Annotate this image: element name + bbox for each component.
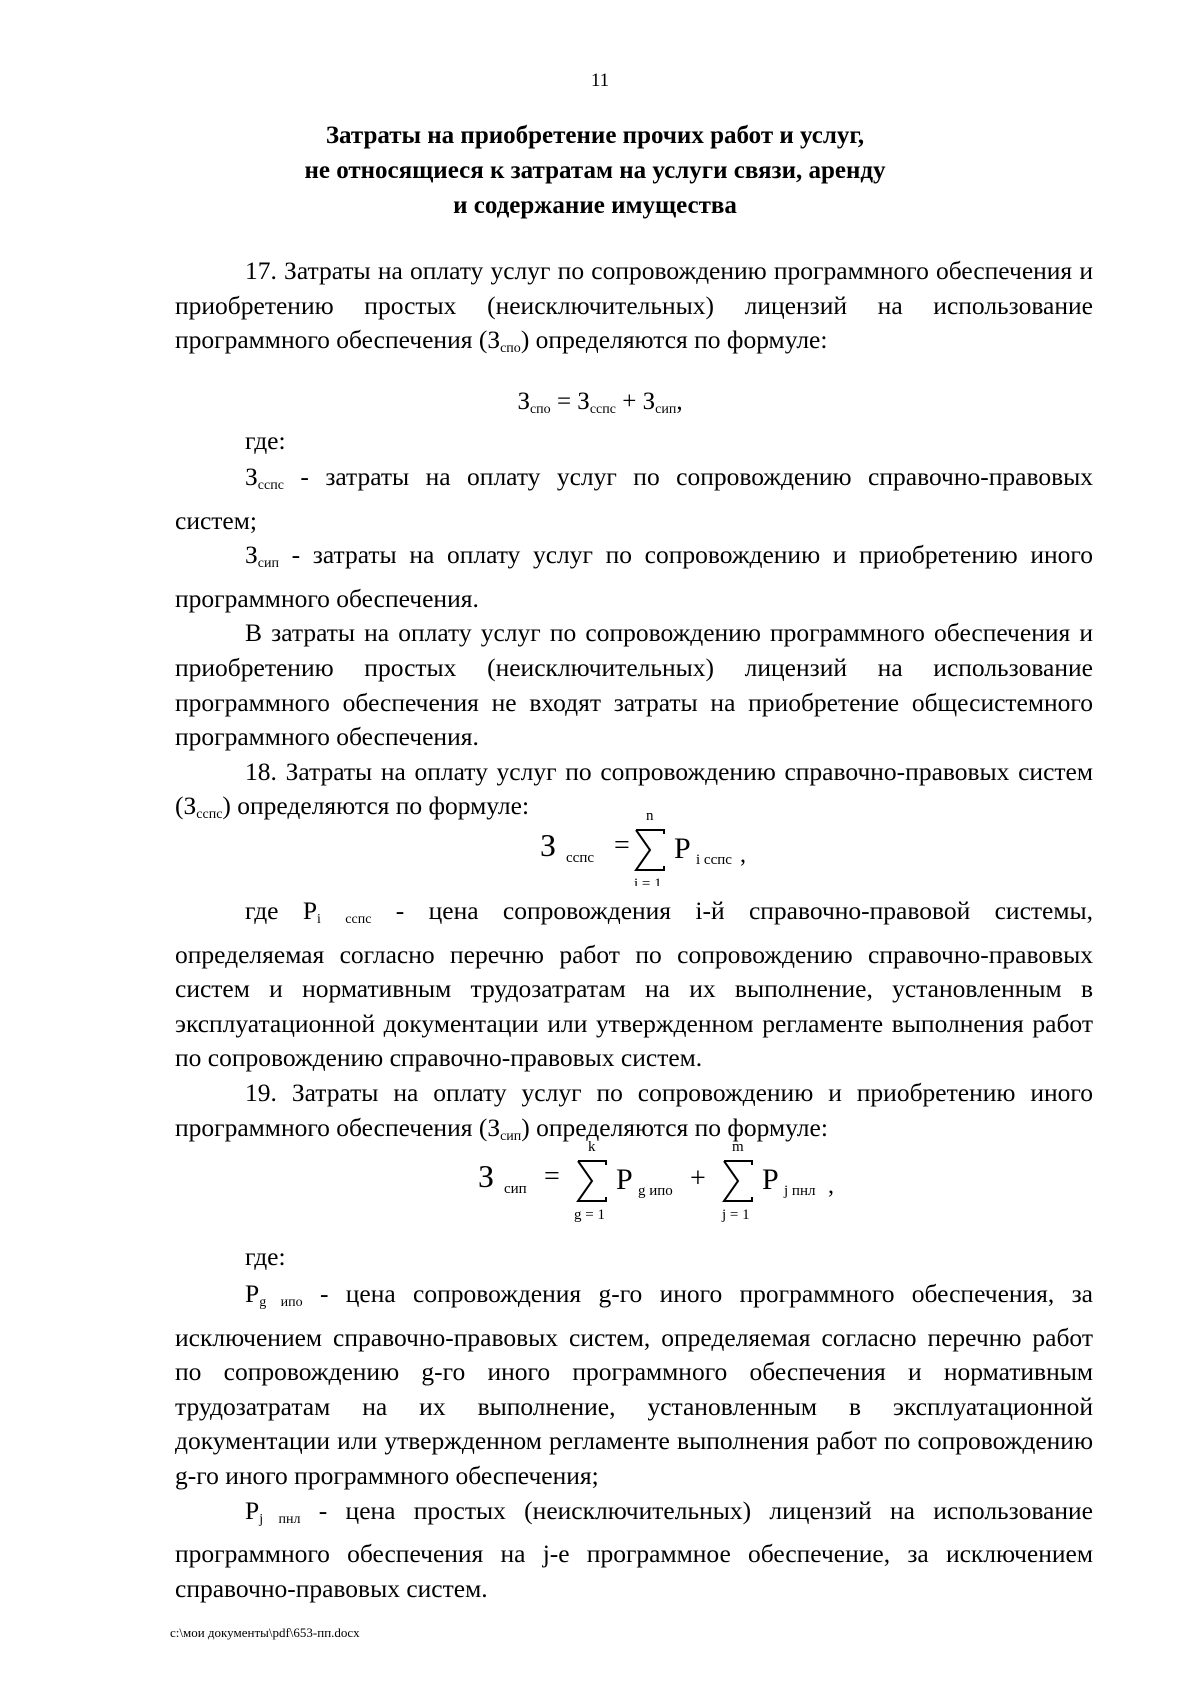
- def-sspc-text: - затраты на оплату услуг по сопровождению справочно-правовых систем;: [175, 462, 1093, 535]
- f2-end: ,: [740, 842, 746, 868]
- f2-lower: i = 1: [634, 876, 662, 886]
- f3-lower1: g = 1: [574, 1207, 605, 1223]
- formula-sspc-svg: [540, 806, 780, 886]
- f2-p-sub: i сспс: [696, 852, 732, 868]
- p18-sub: сспс: [196, 807, 223, 823]
- f2-eq: =: [614, 830, 630, 861]
- def-sspc-sub: сспс: [257, 478, 284, 493]
- p19-text: 19. Затраты на оплату услуг по сопровождению и приобретению иного программного обеспечения (З: [175, 1077, 1093, 1142]
- formula-sip-svg: [478, 1137, 858, 1227]
- f3-upper1: k: [588, 1139, 596, 1155]
- f3-p2-sub: j пнл: [784, 1183, 816, 1199]
- f1-z2: З: [577, 388, 590, 415]
- f3-end: ,: [828, 1173, 834, 1199]
- f1-s3: сип: [655, 402, 677, 417]
- p18w-sub2: сспс: [345, 912, 372, 927]
- definitions-block-1: [175, 460, 1093, 833]
- def-pj-text: - цена простых (неисключительных) лицензий на использование программного обеспечения на j-е программное обеспечение, за исключением справочно-правовых систем.: [175, 1495, 1093, 1603]
- page-number: 11: [590, 70, 610, 91]
- exclusion-paragraph: В затраты на оплату услуг по сопровождению программного обеспечения и приобретению простых (неисключительных) лицензий на использование программного обеспечения не входят затраты на приобретение общесистемного программного обеспечения.: [175, 618, 1093, 752]
- f3-lower2: j = 1: [722, 1207, 750, 1223]
- f3-lhs-sub: сип: [504, 1181, 527, 1197]
- where-label-2: где:: [245, 1242, 286, 1271]
- sigma-icon: [636, 830, 664, 870]
- f1-s2: сспс: [589, 402, 616, 417]
- formula-sip: [478, 1137, 858, 1232]
- f1-plus: +: [615, 388, 643, 415]
- f1-z1: З: [517, 388, 530, 415]
- def-pj: [175, 1494, 1093, 1607]
- def-pj-sub: j пнл: [259, 1511, 301, 1527]
- f3-p1: P: [616, 1163, 633, 1196]
- f2-upper: n: [646, 808, 654, 824]
- paragraph-17: [175, 254, 1093, 367]
- p19-sub: сип: [500, 1128, 522, 1144]
- f2-lhs: З: [540, 827, 557, 863]
- p18-text: 18. Затраты на оплату услуг по сопровождению справочно-правовых систем (З: [175, 756, 1093, 821]
- sigma-icon: [724, 1161, 752, 1201]
- formula-sspc: [540, 806, 780, 891]
- def-sip-sub: сип: [257, 556, 279, 572]
- def-sip: [175, 538, 1093, 616]
- p17-text-end: ) определяются по формуле:: [520, 325, 828, 355]
- def-sip-z: З: [245, 540, 258, 570]
- def-pj-p: P: [245, 1495, 260, 1525]
- f3-plus: +: [690, 1163, 706, 1194]
- f3-p2: P: [762, 1163, 779, 1196]
- title-line-3: и содержание имущества: [453, 192, 737, 219]
- footer-file-path: c:\мои документы\pdf\653-пп.docx: [170, 1625, 360, 1640]
- f2-lhs-sub: сспс: [566, 850, 595, 866]
- title-line-1: Затраты на приобретение прочих работ и услуг,: [325, 122, 865, 149]
- f1-eq: =: [550, 388, 578, 415]
- definitions-block-2: [175, 1277, 1093, 1606]
- def-sspc: [175, 460, 1093, 538]
- sigma-icon: [578, 1161, 606, 1201]
- title-line-2: не относящиеся к затратам на услуги связи, аренду: [304, 157, 886, 184]
- f3-upper2: m: [732, 1139, 744, 1155]
- f2-p: P: [674, 832, 691, 865]
- section-title: [175, 118, 1015, 223]
- def-sspc-z: З: [245, 462, 258, 491]
- p17-sub: спо: [500, 341, 521, 357]
- p19-text-end: ) определяются по формуле:: [521, 1112, 828, 1142]
- def-pg: [175, 1277, 1093, 1494]
- f1-s1: спо: [529, 402, 551, 417]
- where-label-1: где:: [245, 426, 286, 455]
- formula-spo: [0, 388, 1200, 418]
- f3-lhs: З: [478, 1158, 495, 1194]
- p18w-sub1: i: [317, 912, 321, 927]
- def-pg-text: - цена сопровождения g-го иного программного обеспечения, за исключением справочно-правовых систем, определяемая согласно перечню работ по сопровождению g-го иного программного обеспечения и нормативным трудозатратам на их выполнение, установленным в эксплуатационной документации или утвержденном регламенте выполнения работ по сопровождению g-го иного программного обеспечения;: [175, 1279, 1093, 1490]
- f1-end: ,: [676, 388, 683, 415]
- f3-p1-sub: g ипо: [638, 1183, 673, 1199]
- p17-text: 17. Затраты на оплату услуг по сопровождению программного обеспечения и приобретению простых (неисключительных) лицензий на использование программного обеспечения (З: [175, 256, 1093, 355]
- p18w-text: - цена сопровождения i-й справочно-правовой системы, определяемая согласно перечню работ по сопровождению справочно-правовых систем и нормативным трудозатратам на их выполнение, установленным в эксплуатационной документации или утвержденном регламенте выполнения работ по сопровождению справочно-правовых систем.: [175, 896, 1093, 1073]
- f1-z3: З: [642, 388, 656, 415]
- f3-eq: =: [544, 1161, 560, 1192]
- p18w-lead: где P: [245, 896, 318, 925]
- def-sip-text: - затраты на оплату услуг по сопровождению и приобретению иного программного обеспечения.: [175, 540, 1093, 613]
- p18-text-end: ) определяются по формуле:: [222, 791, 530, 821]
- def-pg-p: P: [245, 1279, 260, 1308]
- def-pg-sub: g ипо: [259, 1295, 303, 1310]
- paragraph-18-where: [175, 894, 1093, 1154]
